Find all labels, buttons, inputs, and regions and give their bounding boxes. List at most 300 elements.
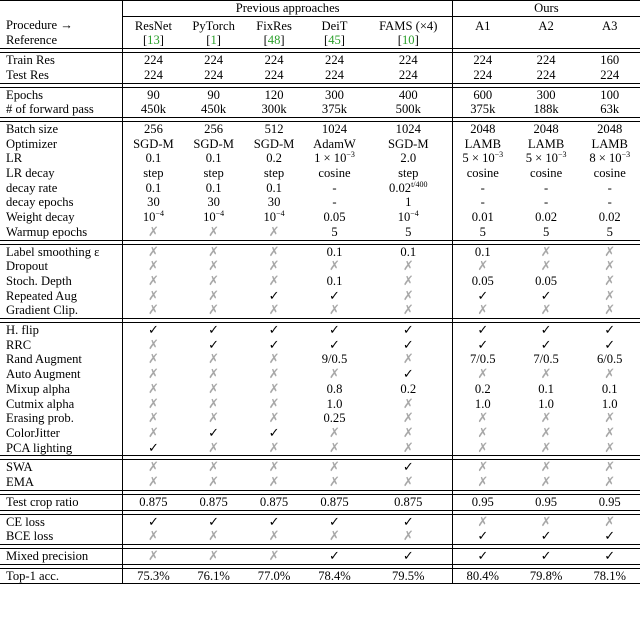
cross-icon: ✗ <box>244 225 304 240</box>
value-cell: 300 <box>513 87 580 102</box>
check-icon: ✓ <box>329 336 340 352</box>
value-cell: 79.8% <box>513 568 580 584</box>
cross-icon: ✗ <box>123 244 183 259</box>
check-icon: ✓ <box>513 323 580 338</box>
cross-icon: ✗ <box>329 366 340 382</box>
value-cell: 224 <box>579 68 640 83</box>
procedure-row <box>0 16 640 33</box>
column-header-1: ResNet <box>123 16 183 33</box>
value-cell: 0.05 <box>535 273 558 288</box>
cross-icon: ✗ <box>183 441 243 456</box>
cross-icon: ✗ <box>123 225 183 240</box>
check-icon: ✓ <box>365 460 453 475</box>
cross-icon: ✗ <box>268 351 280 367</box>
row-label: Test Res <box>0 68 123 83</box>
cross-icon: ✗ <box>123 303 183 318</box>
value-cell: 78.4% <box>304 568 364 584</box>
cross-icon: ✗ <box>208 258 220 274</box>
cross-icon: ✗ <box>513 441 580 456</box>
row-label: Train Res <box>0 53 123 68</box>
row-mixed-precision <box>0 548 640 564</box>
row-dropout <box>0 259 640 274</box>
procedure-label: Procedure → <box>6 18 73 33</box>
value-cell: 7/0.5 <box>452 352 512 367</box>
value-cell: 9/0.5 <box>321 352 348 367</box>
row-bce-loss <box>0 529 640 544</box>
cross-icon: ✗ <box>365 475 453 490</box>
value-cell: LAMB <box>452 137 512 152</box>
check-icon: ✓ <box>604 336 616 352</box>
row-label: Warmup epochs <box>0 225 123 240</box>
row-label: Cutmix alpha <box>6 396 75 411</box>
citation-link[interactable]: 45 <box>328 33 341 48</box>
cross-icon: ✗ <box>208 272 220 288</box>
value-cell: 450k <box>123 102 183 117</box>
value-cell: cosine <box>452 166 512 181</box>
value-cell: 0.1 <box>326 273 343 288</box>
value-cell: step <box>263 166 285 181</box>
ours-header: Ours <box>452 1 640 17</box>
cross-icon: ✗ <box>365 441 453 456</box>
value-cell: 256 <box>123 121 183 136</box>
reference-cell: [13] <box>123 33 183 48</box>
check-icon: ✓ <box>183 514 243 529</box>
cross-icon: ✗ <box>604 258 616 274</box>
cross-icon: ✗ <box>268 380 280 396</box>
row-weight-decay <box>0 210 640 225</box>
value-cell: 0.875 <box>244 494 304 510</box>
value-cell: 0.1 <box>601 381 618 396</box>
value-cell: 1 <box>405 195 412 210</box>
row-rand-augment <box>0 352 640 367</box>
value-cell: cosine <box>593 166 626 181</box>
check-icon: ✓ <box>244 514 304 529</box>
cross-icon: ✗ <box>452 460 512 475</box>
row-label-smoothing <box>0 244 640 259</box>
cross-icon: ✗ <box>604 410 616 426</box>
cross-icon: ✗ <box>244 441 304 456</box>
row-batch-size <box>0 121 640 136</box>
reference-cell <box>579 33 640 48</box>
value-cell: 30 <box>267 195 281 210</box>
cross-icon: ✗ <box>123 460 183 475</box>
row-test-res <box>0 68 640 83</box>
value-cell: 224 <box>452 68 512 83</box>
check-icon: ✓ <box>208 336 220 352</box>
row-gradient-clip <box>0 303 640 318</box>
citation-link[interactable]: 10 <box>401 33 415 48</box>
row-label: decay epochs <box>6 195 74 210</box>
check-icon: ✓ <box>579 529 640 544</box>
row-label: BCE loss <box>0 529 123 544</box>
value-cell: 0.01 <box>452 210 512 225</box>
value-cell: 90 <box>183 87 243 102</box>
cross-icon: ✗ <box>452 411 512 426</box>
value-cell: 450k <box>183 102 243 117</box>
value-cell: $10^{-4}$ <box>123 210 183 225</box>
value-cell: 224 <box>183 53 243 68</box>
value-cell: 0.1 <box>452 244 512 259</box>
cross-icon: ✗ <box>604 366 616 382</box>
value-cell: 375k <box>452 102 512 117</box>
exponent: t/400 <box>411 179 428 189</box>
value-cell: 224 <box>513 68 580 83</box>
cross-icon: ✗ <box>579 441 640 456</box>
value-cell: 2.0 <box>400 151 417 166</box>
cross-icon: ✗ <box>604 424 616 440</box>
value-cell: 224 <box>304 68 364 83</box>
column-header-8: A3 <box>602 18 618 33</box>
row-label: Label smoothing ε <box>0 244 123 259</box>
value-cell: SGD-M <box>123 137 183 152</box>
cross-icon: ✗ <box>402 410 414 426</box>
value-cell: 224 <box>365 68 453 83</box>
cross-icon: ✗ <box>402 424 414 440</box>
value-cell: 500k <box>365 102 453 117</box>
value-cell: 256 <box>183 121 243 136</box>
value-cell: $5 \times 10^{-3}$ <box>452 151 512 166</box>
cross-icon: ✗ <box>183 244 243 259</box>
cross-icon: ✗ <box>402 258 414 274</box>
value-cell: - <box>543 180 549 195</box>
row-mixup <box>0 382 640 397</box>
cross-icon: ✗ <box>123 397 183 412</box>
cross-icon: ✗ <box>244 244 304 259</box>
cross-icon: ✗ <box>268 272 280 288</box>
check-icon: ✓ <box>452 323 512 338</box>
row-label: ColorJitter <box>6 425 60 440</box>
value-cell: 30 <box>207 195 220 210</box>
check-icon: ✓ <box>540 287 552 303</box>
cross-icon: ✗ <box>208 287 220 303</box>
row-ema <box>0 475 640 490</box>
exponent: −4 <box>155 208 164 218</box>
citation-link[interactable]: 48 <box>267 33 281 48</box>
cross-icon: ✗ <box>123 475 183 490</box>
row-warmup <box>0 225 640 240</box>
check-icon: ✓ <box>208 424 220 440</box>
reference-row <box>0 33 640 48</box>
cross-icon: ✗ <box>540 424 552 440</box>
row-repeated-aug <box>0 289 640 304</box>
row-label: Batch size <box>0 121 123 136</box>
value-cell: 224 <box>123 68 183 83</box>
value-cell: 0.875 <box>183 494 243 510</box>
cross-icon: ✗ <box>244 460 304 475</box>
column-header-5: FAMS (×4) <box>379 18 438 33</box>
cross-icon: ✗ <box>452 475 512 490</box>
row-decay-rate <box>0 181 640 196</box>
row-pca <box>0 441 640 456</box>
row-label: Test crop ratio <box>0 494 123 510</box>
value-cell: step <box>123 166 183 181</box>
exponent: −4 <box>215 208 225 218</box>
value-cell: 400 <box>365 87 453 102</box>
group-header-row <box>0 1 640 17</box>
cross-icon: ✗ <box>183 225 243 240</box>
row-label: CE loss <box>0 514 123 529</box>
cross-icon: ✗ <box>402 395 414 411</box>
value-cell: 224 <box>304 53 364 68</box>
value-cell: 1.0 <box>452 397 512 412</box>
cross-icon: ✗ <box>452 426 512 441</box>
row-label: Erasing prob. <box>6 411 74 426</box>
column-header-2: PyTorch <box>192 18 235 33</box>
value-cell: 224 <box>513 53 580 68</box>
cross-icon: ✗ <box>123 382 183 397</box>
value-cell: - <box>607 180 612 195</box>
value-cell: 79.5% <box>365 568 453 584</box>
check-icon: ✓ <box>452 338 512 353</box>
value-cell: 224 <box>244 68 304 83</box>
check-icon: ✓ <box>579 323 640 338</box>
cross-icon: ✗ <box>304 303 364 318</box>
cross-icon: ✗ <box>208 380 220 396</box>
value-cell: 0.95 <box>579 494 640 510</box>
value-cell: 63k <box>579 102 640 117</box>
check-icon: ✓ <box>365 323 453 338</box>
reference-cell: [10] <box>365 33 453 48</box>
row-label: # of forward pass <box>0 102 123 117</box>
row-label: Dropout <box>6 259 48 274</box>
exponent: −3 <box>494 150 504 160</box>
row-label: Mixup alpha <box>6 381 71 396</box>
value-cell: 0.875 <box>304 494 364 510</box>
check-icon: ✓ <box>123 441 183 456</box>
value-cell: step <box>203 166 224 181</box>
check-icon: ✓ <box>365 548 453 564</box>
cross-icon: ✗ <box>183 529 243 544</box>
cross-icon: ✗ <box>579 475 640 490</box>
cross-icon: ✗ <box>183 475 243 490</box>
cross-icon: ✗ <box>183 303 243 318</box>
cross-icon: ✗ <box>123 529 183 544</box>
row-label: decay rate <box>6 180 58 195</box>
check-icon: ✓ <box>123 514 183 529</box>
row-colorjitter <box>0 426 640 441</box>
cross-icon: ✗ <box>604 287 616 303</box>
exponent: −3 <box>346 150 355 160</box>
cross-icon: ✗ <box>540 258 552 274</box>
cross-icon: ✗ <box>123 274 183 289</box>
column-header-6: A1 <box>452 16 512 33</box>
check-icon: ✓ <box>365 514 453 529</box>
cross-icon: ✗ <box>304 441 364 456</box>
citation-link[interactable]: 1 <box>210 33 217 48</box>
row-label: LR decay <box>6 166 55 181</box>
value-cell: 0.1 <box>205 180 222 195</box>
cross-icon: ✗ <box>452 259 512 274</box>
reference-cell: [1] <box>183 33 243 48</box>
value-cell: - <box>452 195 512 210</box>
value-cell: cosine <box>530 166 563 181</box>
row-erasing <box>0 411 640 426</box>
cross-icon: ✗ <box>452 303 512 318</box>
reference-label: Reference <box>0 33 123 48</box>
value-cell: AdamW <box>313 136 356 151</box>
value-cell: 77.0% <box>244 568 304 584</box>
cross-icon: ✗ <box>579 303 640 318</box>
row-stoch-depth <box>0 274 640 289</box>
row-label: Top-1 acc. <box>0 568 123 584</box>
cross-icon: ✗ <box>268 395 280 411</box>
cross-icon: ✗ <box>244 548 304 564</box>
citation-link[interactable]: 13 <box>147 33 160 48</box>
value-cell: 2048 <box>452 121 512 136</box>
value-cell: 0.2 <box>452 382 512 397</box>
value-cell: 1.0 <box>538 396 554 411</box>
value-cell: 1024 <box>365 121 453 136</box>
value-cell: cosine <box>318 166 351 181</box>
value-cell: - <box>543 195 549 210</box>
reference-cell <box>513 33 580 48</box>
cross-icon: ✗ <box>208 395 220 411</box>
cross-icon: ✗ <box>268 410 280 426</box>
check-icon: ✓ <box>304 323 364 338</box>
value-cell: 224 <box>452 53 512 68</box>
row-label: RRC <box>6 337 32 352</box>
value-cell: 0.1 <box>304 244 364 259</box>
cross-icon: ✗ <box>540 366 552 382</box>
value-cell: 6/0.5 <box>596 352 623 367</box>
cross-icon: ✗ <box>123 289 183 304</box>
value-cell: 0.875 <box>365 494 453 510</box>
value-cell: LAMB <box>527 136 565 151</box>
check-icon: ✓ <box>183 323 243 338</box>
cross-icon: ✗ <box>123 426 183 441</box>
value-cell: 0.875 <box>123 494 183 510</box>
value-cell: 5 <box>579 225 640 240</box>
row-top1 <box>0 568 640 584</box>
value-cell: 224 <box>365 53 453 68</box>
row-label: Repeated Aug <box>6 288 77 303</box>
row-auto-augment <box>0 367 640 382</box>
row-hflip <box>0 323 640 338</box>
cross-icon: ✗ <box>513 244 580 259</box>
value-cell: 0.2 <box>400 381 417 396</box>
cross-icon: ✗ <box>268 366 280 382</box>
cross-icon: ✗ <box>604 272 616 288</box>
cross-icon: ✗ <box>304 460 364 475</box>
column-header-4: DeiT <box>321 18 348 33</box>
row-label: Stoch. Depth <box>6 273 72 288</box>
cross-icon: ✗ <box>452 441 512 456</box>
value-cell: SGD-M <box>253 136 295 151</box>
column-header-7: A2 <box>538 18 554 33</box>
cross-icon: ✗ <box>452 367 512 382</box>
value-cell: 224 <box>183 68 243 83</box>
row-label: Auto Augment <box>6 367 81 382</box>
value-cell: 100 <box>579 87 640 102</box>
cross-icon: ✗ <box>513 514 580 529</box>
value-cell: 600 <box>452 87 512 102</box>
cross-icon: ✗ <box>244 475 304 490</box>
corner-cell <box>0 1 123 17</box>
check-icon: ✓ <box>268 424 280 440</box>
exponent: −4 <box>276 208 285 218</box>
value-cell: 30 <box>123 195 183 210</box>
value-cell: 300k <box>244 102 304 117</box>
cross-icon: ✗ <box>208 366 220 382</box>
cross-icon: ✗ <box>402 287 414 303</box>
row-label: Optimizer <box>6 136 58 151</box>
cross-icon: ✗ <box>402 272 414 288</box>
exponent: −3 <box>621 150 631 160</box>
value-cell: $10^{-4}$ <box>203 208 225 225</box>
check-icon: ✓ <box>244 323 304 338</box>
cross-icon: ✗ <box>329 258 340 274</box>
row-label: Rand Augment <box>6 352 82 367</box>
check-icon: ✓ <box>402 336 414 352</box>
value-cell: 0.05 <box>452 274 512 289</box>
row-train-res <box>0 53 640 68</box>
row-swa <box>0 460 640 475</box>
value-cell: LAMB <box>591 136 628 151</box>
row-forward-pass <box>0 102 640 117</box>
cross-icon: ✗ <box>579 460 640 475</box>
value-cell: SGD-M <box>387 136 429 151</box>
value-cell: 224 <box>123 53 183 68</box>
check-icon: ✓ <box>304 548 364 564</box>
value-cell: 5 <box>452 225 512 240</box>
check-icon: ✓ <box>513 529 580 544</box>
check-icon: ✓ <box>452 289 512 304</box>
check-icon: ✓ <box>579 548 640 564</box>
column-header-3: FixRes <box>256 18 292 33</box>
value-cell: 76.1% <box>183 568 243 584</box>
check-icon: ✓ <box>268 287 280 303</box>
cross-icon: ✗ <box>579 244 640 259</box>
row-label: PCA lighting <box>0 441 123 456</box>
row-rrc <box>0 338 640 353</box>
row-lr <box>0 151 640 166</box>
value-cell: 2048 <box>579 121 640 136</box>
value-cell: $5 \times 10^{-3}$ <box>525 150 567 166</box>
check-icon: ✓ <box>268 336 280 352</box>
cross-icon: ✗ <box>304 529 364 544</box>
value-cell: 0.95 <box>513 494 580 510</box>
check-icon: ✓ <box>452 529 512 544</box>
row-label: SWA <box>0 460 123 475</box>
value-cell: 0.02 <box>535 210 558 225</box>
reference-cell: [45] <box>304 33 364 48</box>
cross-icon: ✗ <box>268 258 280 274</box>
value-cell: 2048 <box>513 121 580 136</box>
cross-icon: ✗ <box>123 411 183 426</box>
value-cell: 375k <box>304 102 364 117</box>
exponent: −4 <box>410 208 419 218</box>
check-icon: ✓ <box>540 336 552 352</box>
cross-icon: ✗ <box>452 514 512 529</box>
value-cell: 0.1 <box>205 151 222 166</box>
check-icon: ✓ <box>123 323 183 338</box>
cross-icon: ✗ <box>365 529 453 544</box>
value-cell: 80.4% <box>452 568 512 584</box>
check-icon: ✓ <box>402 366 414 382</box>
value-cell: 512 <box>244 121 304 136</box>
check-icon: ✓ <box>304 514 364 529</box>
cross-icon: ✗ <box>123 367 183 382</box>
row-label: H. flip <box>0 323 123 338</box>
cross-icon: ✗ <box>513 303 580 318</box>
cross-icon: ✗ <box>579 514 640 529</box>
value-cell: - <box>332 180 337 195</box>
row-cutmix <box>0 397 640 412</box>
value-cell: 0.1 <box>266 180 282 195</box>
value-cell: $1 \times 10^{-3}$ <box>314 150 355 166</box>
value-cell: 188k <box>513 102 580 117</box>
row-epochs <box>0 87 640 102</box>
